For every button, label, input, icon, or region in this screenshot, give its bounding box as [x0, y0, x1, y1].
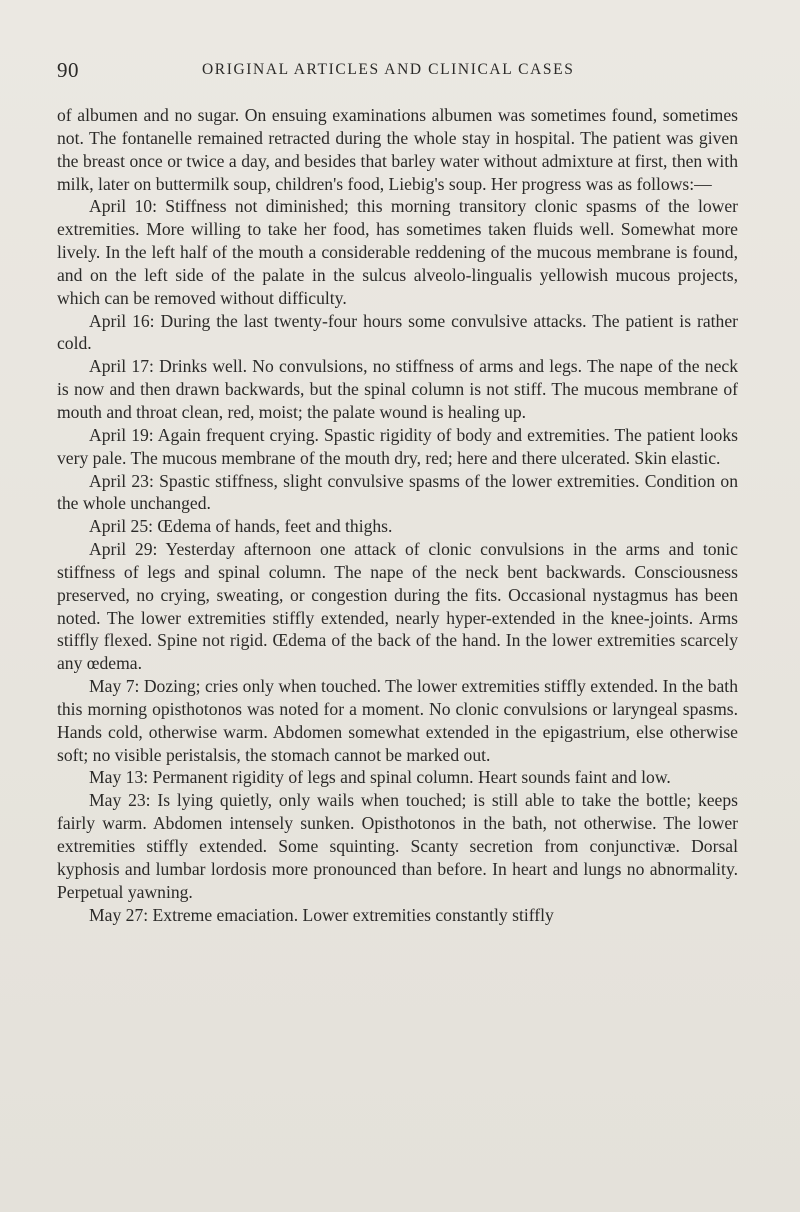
paragraph-continuation: of albumen and no sugar. On ensuing examinations albumen was sometimes found, sometimes not. The fontanelle remained retracted during the whole stay in hospital. The patient was given the breast once or twice a day, and besides that barley water without admixture at first, then with milk, later on buttermilk soup, children's food, Liebig's soup. Her progress was as follows:—: [57, 105, 738, 194]
page-header: [57, 58, 738, 86]
paragraph-may-23: May 23: Is lying quietly, only wails when touched; is still able to take the bottle; keeps fairly warm. Abdomen intensely sunken. Opisthotonos in the bath, not otherwise. The lower extremities stiffly extended. Some squinting. Scanty secretion from conjunctivæ. Dorsal kyphosis and lumbar lordosis more pronounced than before. In heart and lungs no abnormality. Perpetual yawning.: [57, 790, 738, 902]
paragraph-april-25: April 25: Œdema of hands, feet and thighs.: [89, 516, 393, 537]
paragraph-april-10: April 10: Stiffness not diminished; this morning transitory clonic spasms of the lower extremities. More willing to take her food, has sometimes taken fluids well. Somewhat more lively. In the left half of the mouth a considerable reddening of the mucous membrane is found, and on the left side of the palate in the sulcus alveolo-lingualis yellowish mucous projects, which can be removed without difficulty.: [57, 196, 738, 308]
paragraph-april-23: April 23: Spastic stiffness, slight convulsive spasms of the lower extremities. Condition on the whole unchanged.: [57, 470, 738, 514]
article-body: [57, 104, 738, 926]
paragraph-april-17: April 17: Drinks well. No convulsions, no stiffness of arms and legs. The nape of the neck is now and then drawn backwards, but the spinal column is not stiff. The mucous membrane of mouth and throat clean, red, moist; the palate wound is healing up.: [57, 356, 738, 422]
paragraph-april-29: April 29: Yesterday afternoon one attack of clonic convulsions in the arms and tonic stiffness of legs and spinal column. The nape of the neck bent backwards. Consciousness preserved, no crying, sweating, or congestion during the fits. Occasional nystagmus has been noted. The lower extremities stiffly extended, nearly hyper-extended in the knee-joints. Arms stiffly flexed. Spine not rigid. Œdema of the back of the hand. In the lower extremities scarcely any œdema.: [57, 539, 738, 674]
running-head: ORIGINAL ARTICLES AND CLINICAL CASES: [202, 61, 575, 78]
paragraph-april-19: April 19: Again frequent crying. Spastic rigidity of body and extremities. The patient looks very pale. The mucous membrane of the mouth dry, red; here and there ulcerated. Skin elastic.: [57, 424, 738, 468]
paragraph-april-16: April 16: During the last twenty-four hours some convulsive attacks. The patient is rather cold.: [57, 310, 738, 354]
paragraph-may-13: May 13: Permanent rigidity of legs and spinal column. Heart sounds faint and low.: [89, 767, 671, 788]
paragraph-may-27: May 27: Extreme emaciation. Lower extremities constantly stiffly: [89, 904, 554, 925]
paragraph-may-7: May 7: Dozing; cries only when touched. The lower extremities stiffly extended. In the bath this morning opisthotonos was noted for a moment. No clonic convulsions or laryngeal spasms. Hands cold, otherwise warm. Abdomen somewhat extended in the epigastrium, else otherwise soft; no visible peristalsis, the stomach cannot be marked out.: [57, 676, 738, 765]
page-number: 90: [57, 58, 79, 82]
